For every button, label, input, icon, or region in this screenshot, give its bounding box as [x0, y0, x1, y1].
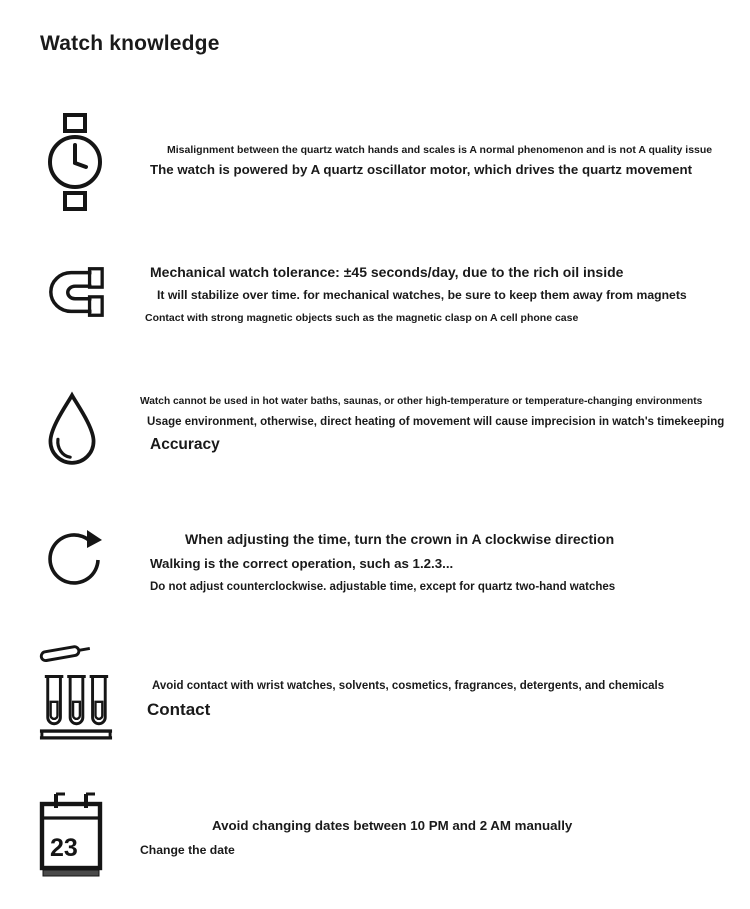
clockwise-arrow-icon — [42, 524, 106, 594]
date-line1: Avoid changing dates between 10 PM and 2 AM manually — [212, 818, 573, 833]
page-title: Watch knowledge — [40, 32, 220, 55]
water-drop-icon — [42, 383, 102, 477]
accuracy-line1: Watch cannot be used in hot water baths, saunas, or other high-temperature or temperature-changing environments — [140, 396, 703, 407]
quartz-main: The watch is powered by A quartz oscillator motor, which drives the quartz movement — [150, 162, 693, 178]
date-line2: Change the date — [140, 842, 235, 857]
calendar-day: 23 — [50, 834, 78, 862]
magnet-icon — [45, 263, 107, 321]
accuracy-heading: Accuracy — [150, 436, 220, 454]
test-tubes-icon — [38, 645, 114, 745]
crown-line1: When adjusting the time, turn the crown in A clockwise direction — [185, 531, 615, 547]
accuracy-line2: Usage environment, otherwise, direct heating of movement will cause imprecision in watch's timekeeping — [147, 415, 725, 428]
wristwatch-icon — [48, 112, 102, 212]
magnet-line2: It will stabilize over time. for mechanical watches, be sure to keep them away from magnets — [157, 287, 687, 302]
calendar-icon — [38, 790, 104, 878]
crown-line2: Walking is the correct operation, such as 1.2.3... — [150, 555, 454, 571]
chemicals-heading: Contact — [147, 700, 211, 720]
quartz-note: Misalignment between the quartz watch hands and scales is A normal phenomenon and is not A quality issue — [167, 144, 713, 156]
chemicals-line1: Avoid contact with wrist watches, solvents, cosmetics, fragrances, detergents, and chemicals — [152, 680, 665, 692]
magnet-line1: Mechanical watch tolerance: ±45 seconds/day, due to the rich oil inside — [150, 264, 624, 280]
crown-line3: Do not adjust counterclockwise. adjustable time, except for quartz two-hand watches — [150, 581, 616, 594]
magnet-line3: Contact with strong magnetic objects such as the magnetic clasp on A cell phone case — [145, 311, 579, 324]
